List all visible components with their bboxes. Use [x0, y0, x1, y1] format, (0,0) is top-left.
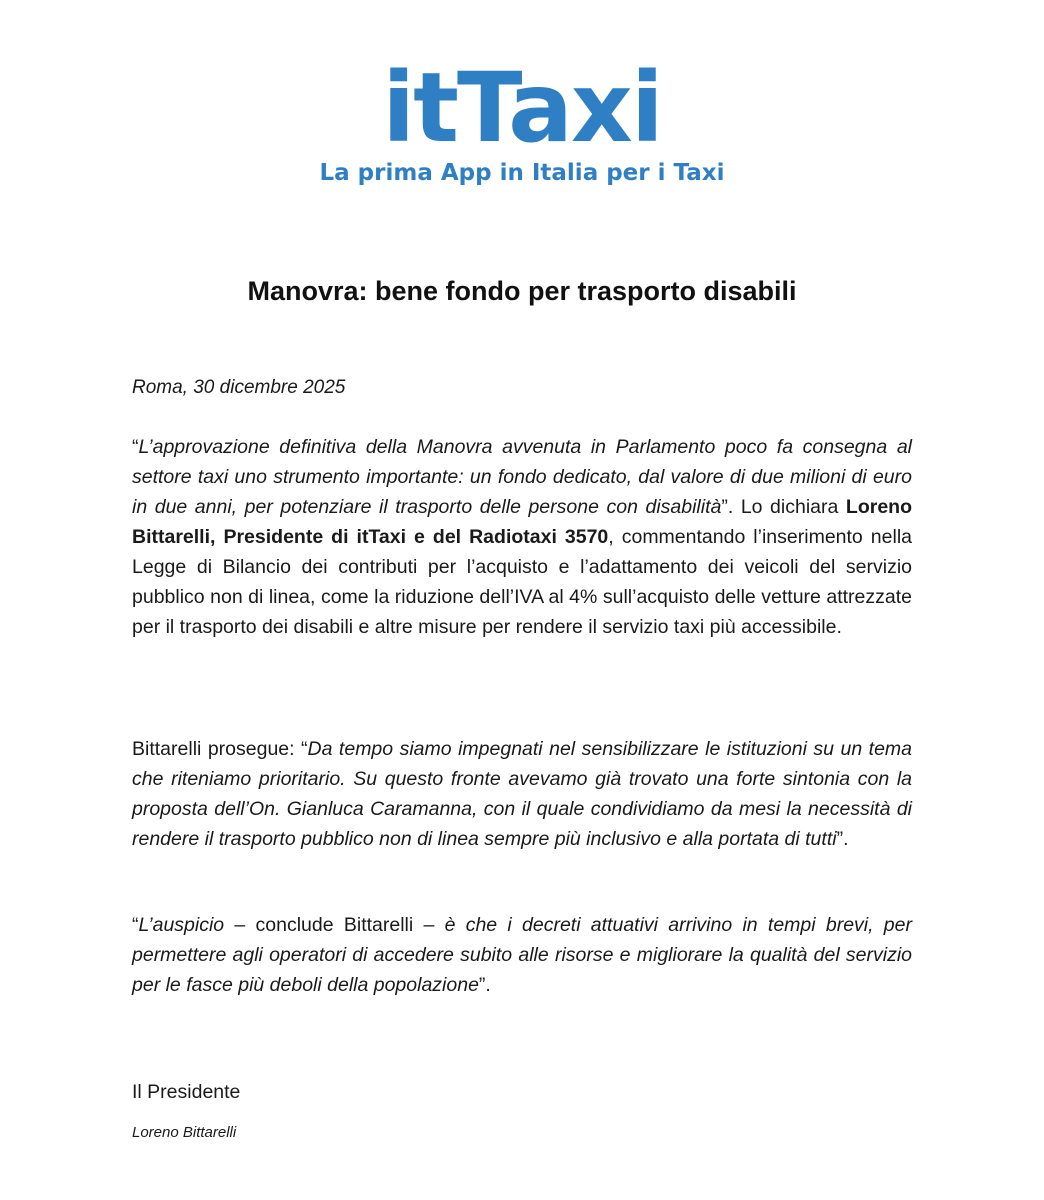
p1-quote: L’approvazione definitiva della Manovra avvenuta in Parlamento poco fa consegna al settore taxi uno strumento importante: un fondo dedicato, dal valore di due milioni di euro in due anni, per potenziare il trasporto delle persone con disabilità: [132, 436, 912, 518]
p2-quote: Da tempo siamo impegnati nel sensibilizzare le istituzioni su un tema che riteniamo prioritario. Su questo fronte avevamo già trovato una forte sintonia con la proposta dell’On. Gianluca Caramanna, con il quale condividiamo da mesi la necessità di rendere il trasporto pubblico non di linea sempre più inclusivo e alla portata di tutti: [132, 738, 913, 850]
date-line: Roma, 30 dicembre 2025: [132, 377, 346, 398]
signature-name: Loreno Bittarelli: [132, 1124, 237, 1141]
ittaxi-logo: [0, 52, 1044, 164]
p3-quote-b: è che i decreti attuativi arrivino in tempi brevi, per permettere agli operatori di accedere subito alle risorse e migliorare la qualità del servizio per le fasce più deboli della popolazione: [132, 914, 912, 996]
p3-mid: – conclude Bittarelli –: [224, 914, 445, 936]
logo-tagline: La prima App in Italia per i Taxi: [319, 160, 725, 186]
p1-quote-open: “: [132, 436, 139, 458]
paragraph-3: [132, 910, 912, 1000]
paragraph-2: [132, 734, 912, 854]
p3-end: ”.: [478, 974, 491, 996]
p1-after-quote: ”. Lo dichiara: [721, 496, 846, 518]
logo-wordmark: itTaxi: [382, 52, 662, 164]
paragraph-1: [132, 432, 912, 642]
p2-end: ”.: [836, 828, 849, 850]
signature-title: Il Presidente: [132, 1081, 241, 1103]
p3-open: “: [132, 914, 139, 936]
p3-quote-a: L’auspicio: [138, 914, 225, 936]
document-title: Manovra: bene fondo per trasporto disabili: [247, 276, 797, 306]
p1-speaker: Loreno Bittarelli, Presidente di itTaxi e del Radiotaxi 3570: [132, 496, 912, 548]
p2-lead: Bittarelli prosegue: “: [132, 738, 308, 760]
p1-rest: , commentando l’inserimento nella Legge di Bilancio dei contributi per l’acquisto e l’adattamento dei veicoli del servizio pubblico non di linea, come la riduzione dell’IVA al 4% sull’acquisto delle vetture attrezzate per il trasporto dei disabili e altre misure per rendere il servizio taxi più accessibile.: [132, 526, 912, 638]
